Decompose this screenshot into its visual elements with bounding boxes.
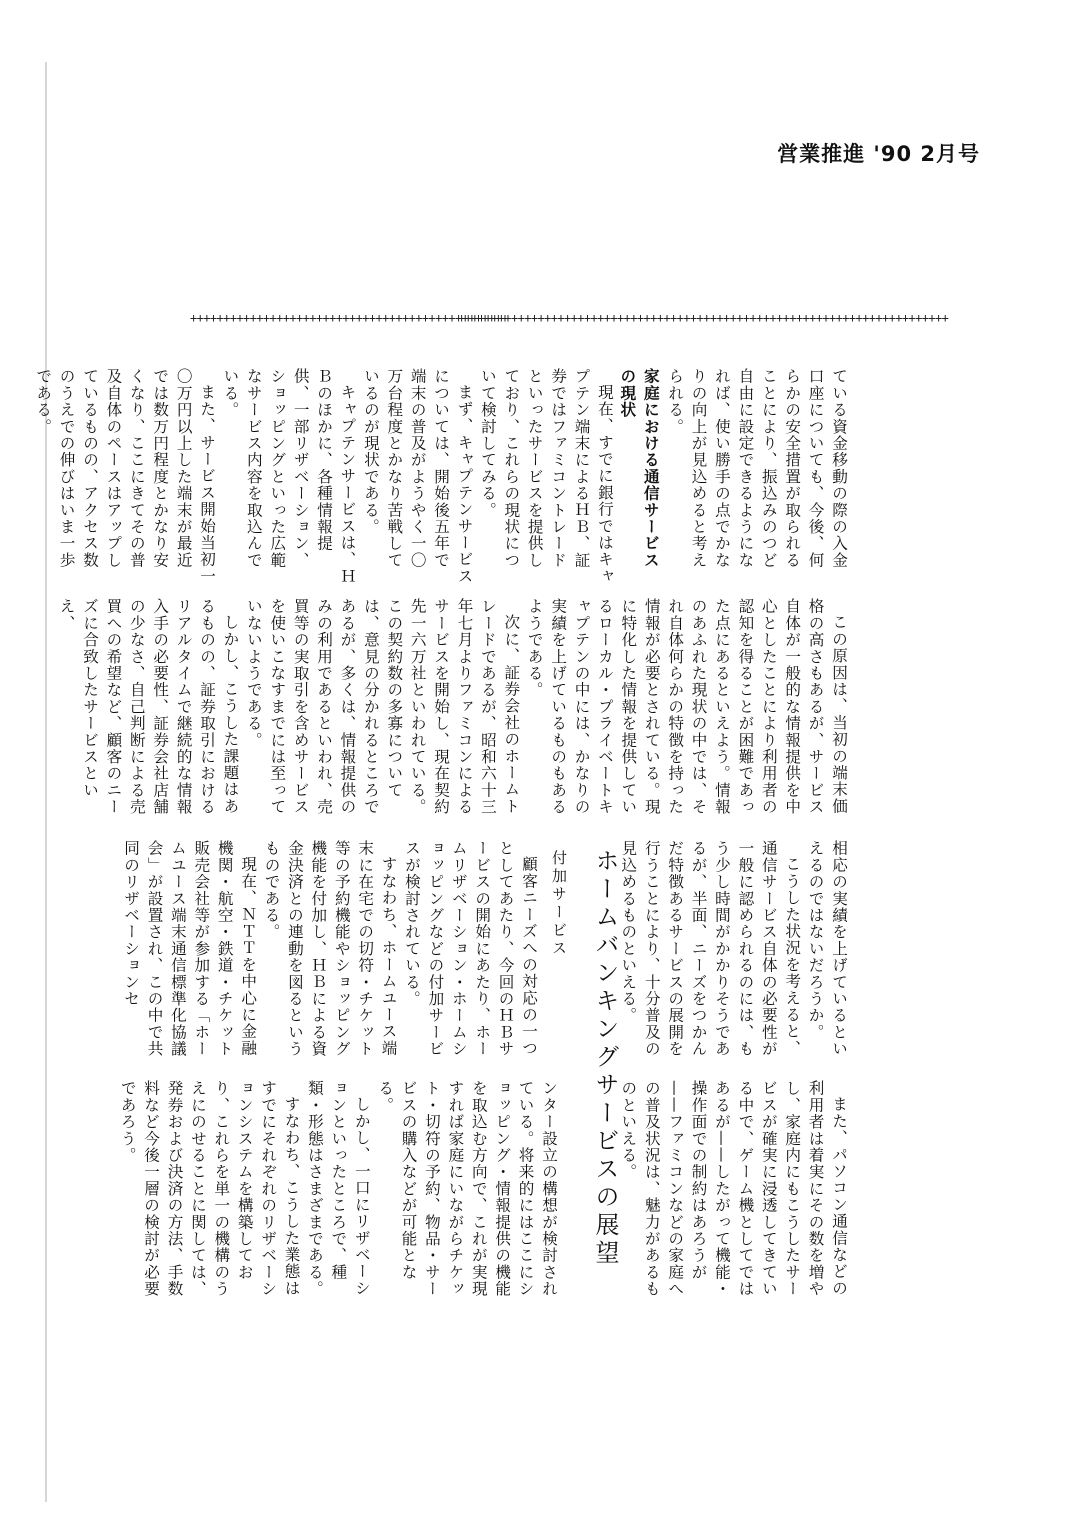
- paragraph: まず、キャプテンサービスについては、開始後五年で端末の普及がようやく一〇万台程度とかなり苦戦しているのが現状である。: [361, 368, 474, 584]
- decorative-rule-left: ++++++++++++++++++++++++++++++++++++++++++++++++: [190, 311, 508, 325]
- paragraph: しかし、一口にリザベーションといったところで、種類・形態はさまざまである。: [305, 1080, 371, 1298]
- paragraph: ンター設立の構想が検討されている。将来的にはここにショッピング・情報提供の機能を取込む方向で、これが実現すれば家庭にいながらチケット・切符の予約、物品・サービスの購入などが可能となる。: [376, 1080, 558, 1298]
- paragraph: 顧客ニーズへの対応の一つとしてあたり、今回のＨＢサービスの開始にあたり、ホームリザベーション・ホームショッピングなどの付加サービスが検討されている。: [402, 840, 538, 1058]
- text-column-1-upper: [34, 368, 850, 584]
- paragraph: また、サービス開始当初一〇万円以上した端末が最近では数万円程度とかなり安くなり、ここにきてその普及自体のペースはアップしているものの、アクセス数のうえでの伸びはいま一歩である。: [34, 368, 217, 584]
- text-column-1-lower: [57, 598, 850, 826]
- paragraph: キャプテンサービスは、ＨＢのほかに、各種情報提供、一部リザベーション、ショッピングといった広範なサービス内容を取込んでいる。: [221, 368, 357, 584]
- paragraph: 相応の実績を上げているといえるのではないだろうか。: [806, 840, 848, 1058]
- text-column-3-lower: [118, 1080, 560, 1306]
- paragraph: しかし、こうした課題はあるものの、証券取引におけるリアルタイムで継続的な情報入手の必要性、証券会社店舗の少なさ、自己判断による売買への希望など、顧客のニーズに合致したサービスといえ、: [57, 598, 240, 816]
- paragraph: ている資金移動の際の入金口座についても、今後、何らかの安全措置が取られることにより、振込みのつど自由に設定できるようになれば、使い勝手の点でかなりの向上が見込めると考えられる。: [666, 368, 848, 569]
- text-column-3-upper: [619, 1080, 850, 1306]
- paragraph: 次に、証券会社のホームトレードであるが、昭和六十三年七月よりファミコンによるサービスを開始し、現在契約先一六万社といわれている。この契約数の多寡については、意見の分かれるところであるが、多くは、情報提供のみの利用であるといわれ、売買等の実取引を含めサービスを使いこなすまでには至っていないようである。: [244, 598, 521, 816]
- text-column-2-lower: [122, 840, 540, 1066]
- page-header: 営業推進 '90 2月号: [777, 142, 980, 166]
- paragraph: 現在、すでに銀行ではキャプテン端末によるＨＢ、証券ではファミコントレードといったサービスを提供しており、これらの現状について検討してみる。: [478, 368, 614, 584]
- paragraph: こうした状況を考えると、通信サービス自体の必要性が一般に認められるのには、もう少し時間がかかりそうであるが、半面、ニーズをつかんだ特徴あるサービスの展開を行うことにより、十分普及の見込めるものといえる。: [619, 840, 802, 1058]
- section-heading: 家庭における通信サービスの現状: [618, 368, 661, 569]
- paragraph: また、パソコン通信などの利用者は着実にその数を増やし、家庭内にもこうしたサービスが確実に浸透してきている中で、ゲーム機としてではあるが——したがって機能・操作面での制約はあろうが——ファミコンなどの家庭への普及状況は、魅力があるものといえる。: [619, 1080, 848, 1298]
- paragraph: すなわち、ホームユース端末に在宅での切符・チケット等の予約機能やショッピング機能を付加し、ＨＢによる資金決済との連動を図るというものである。: [262, 840, 398, 1058]
- page-edge: [45, 62, 47, 1502]
- sub-heading: 付加サービス: [550, 850, 568, 958]
- paragraph: 現在、ＮＴＴを中心に金融機関・航空・鉄道・チケット販売会社等が参加する「ホームユース端末通信標準化協議会」が設置され、この中で共同のリザベーションセ: [122, 840, 258, 1058]
- decorative-rule-right: ++++++++++++++++++++++++++++++++++++++++++++++++++++++++++++++++++++++++++: [458, 311, 949, 325]
- paragraph: すなわち、こうした業態はすでにそれぞれのリザベーションシステムを構築しており、これらを単一の機構のうえにのせることに関しては、発券および決済の方法、手数料など今後一層の検討が必要であろう。: [118, 1080, 301, 1298]
- section-title: ホームバンキングサービスの展望: [591, 848, 619, 1268]
- paragraph: この原因は、当初の端末価格の高さもあるが、サービス自体が一般的な情報提供を中心としたことにより利用者の認知を得ることが困難であった点にあるといえよう。情報のあふれた現状の中では、それ自体何らかの特徴を持った情報が必要とされている。現に特化した情報を提供しているローカル・プライベートキャプテンの中には、かなりの実績を上げているものもあるようである。: [525, 598, 848, 816]
